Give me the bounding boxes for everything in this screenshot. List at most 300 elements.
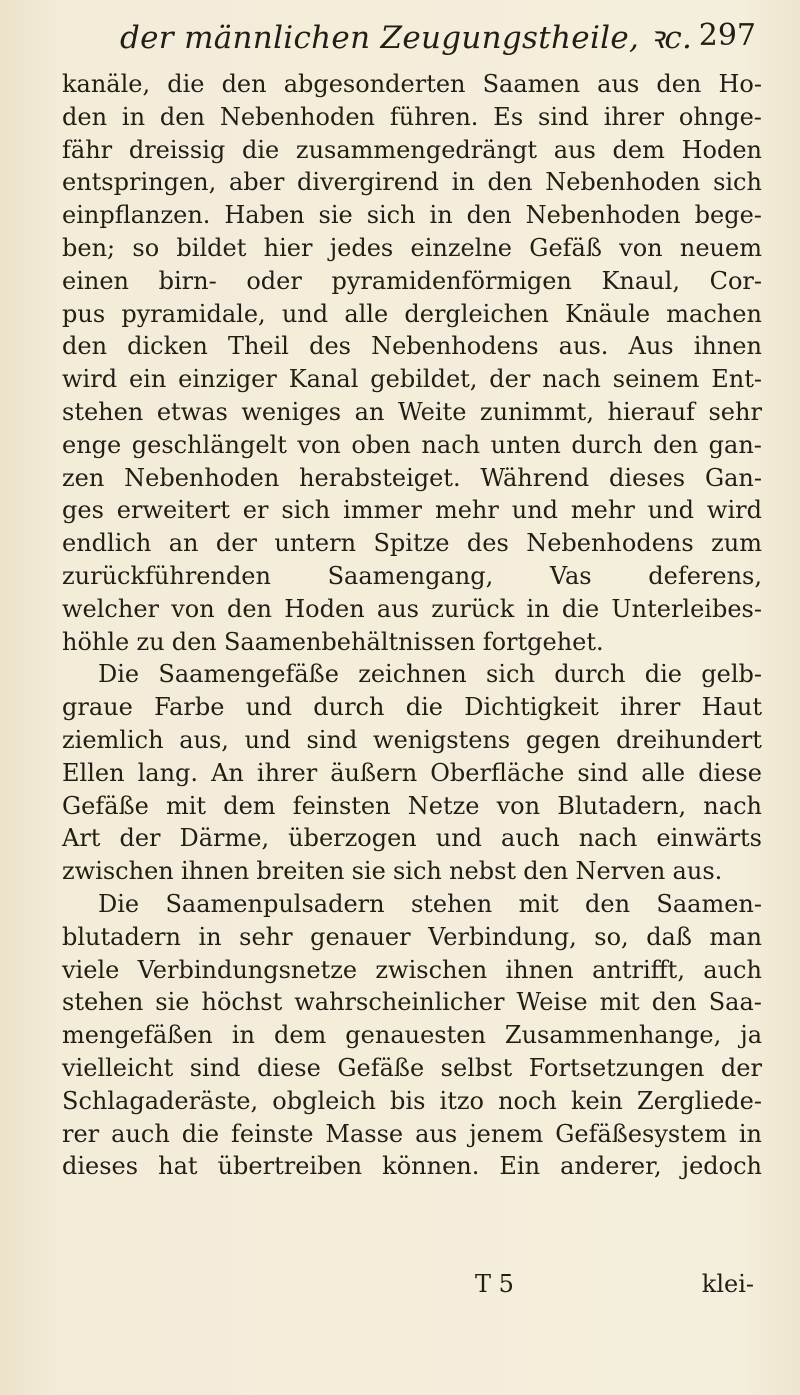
word: den: [466, 201, 512, 230]
word: und: [647, 496, 694, 525]
word: breiten: [256, 857, 345, 886]
word: jenem: [469, 1119, 544, 1148]
word: sich: [713, 168, 762, 197]
word: machen: [666, 299, 762, 328]
word: Cor-: [709, 266, 762, 295]
word: mehr: [570, 496, 635, 525]
word: unten: [490, 430, 561, 459]
word: ges: [62, 496, 104, 525]
word: divergirend: [297, 168, 439, 197]
text-line: [62, 1150, 762, 1183]
page-header: [0, 16, 800, 56]
word: der: [720, 1053, 762, 1082]
word: nebst: [449, 857, 517, 886]
word: Nebenhoden: [124, 463, 280, 492]
word: die: [561, 594, 600, 623]
word: des: [466, 529, 509, 558]
text-line: [62, 658, 762, 691]
text-line: [62, 626, 762, 659]
word: in: [121, 102, 146, 131]
word: ben;: [62, 233, 116, 262]
word: stehen: [410, 889, 493, 918]
word: aus.: [672, 857, 723, 886]
word: ihrer: [256, 758, 318, 787]
word: ihrer: [603, 102, 664, 131]
text-line: [62, 1052, 762, 1085]
word: aus: [597, 70, 640, 98]
word: dicken: [127, 332, 208, 361]
text-line: [62, 1085, 762, 1118]
word: pyramidenförmigen: [331, 266, 572, 295]
word: wird: [62, 365, 118, 394]
word: Gan-: [704, 463, 762, 492]
text-line: [62, 199, 762, 232]
word: seinem: [612, 365, 700, 394]
text-line: [62, 822, 762, 855]
text-line: [62, 1118, 762, 1151]
word: Därme,: [179, 824, 270, 853]
word: zwischen: [375, 955, 488, 984]
word: Vas: [549, 561, 592, 590]
word: sie: [351, 857, 386, 886]
word: enge: [62, 430, 122, 459]
word: endlich: [62, 529, 152, 558]
word: und: [435, 824, 483, 853]
word: mit: [165, 791, 207, 820]
word: Nebenhodens: [526, 529, 694, 558]
word: dergleichen: [404, 299, 549, 328]
word: zum: [711, 529, 762, 558]
word: den: [62, 332, 108, 361]
word: durch: [313, 693, 385, 722]
word: in: [429, 201, 453, 230]
word: erweitert: [116, 496, 230, 525]
word: den: [62, 102, 108, 131]
word: Verbindungsnetze: [137, 955, 358, 984]
word: sich: [366, 201, 416, 230]
word: können.: [382, 1152, 480, 1181]
word: feinsten: [292, 791, 391, 820]
text-line: [62, 1019, 762, 1052]
word: Fortsetzungen: [528, 1053, 705, 1082]
text-line: [62, 790, 762, 823]
word: einpflanzen.: [62, 201, 211, 230]
word: die: [181, 1119, 220, 1148]
word: ihrer: [620, 693, 681, 722]
word: von: [171, 594, 215, 623]
word: nach: [542, 365, 601, 394]
word: hier: [263, 233, 313, 262]
word: hierauf: [607, 397, 695, 426]
word: durch: [554, 660, 626, 689]
word: Haut: [701, 693, 762, 722]
text-line: [62, 298, 762, 331]
word: Nerven: [575, 857, 666, 886]
word: höhle: [62, 627, 130, 656]
word: Art: [62, 824, 101, 853]
word: ohnge-: [678, 102, 762, 131]
word: und: [511, 496, 559, 525]
word: einen: [62, 266, 129, 295]
word: pus: [62, 299, 106, 328]
word: an: [354, 397, 385, 426]
word: sich: [486, 660, 535, 689]
word: aus: [553, 135, 596, 164]
word: durch: [571, 430, 643, 459]
word: Farbe: [154, 693, 225, 722]
word: die: [644, 660, 682, 689]
word: etwas: [156, 397, 228, 426]
word: wahrscheinlicher: [294, 988, 505, 1017]
word: zwischen: [62, 857, 174, 886]
word: dreissig: [128, 135, 226, 164]
word: antrifft,: [592, 955, 685, 984]
word: selbst: [440, 1053, 513, 1082]
signature-mark: T 5: [475, 1270, 514, 1298]
word: pyramidale,: [121, 299, 266, 328]
word: und: [281, 299, 329, 328]
word: Saamen-: [656, 889, 762, 918]
word: fähr: [62, 135, 113, 164]
word: weniges: [241, 397, 342, 426]
word: Es: [493, 102, 524, 131]
word: überzogen: [288, 824, 417, 853]
word: viele: [62, 955, 120, 984]
word: bis: [390, 1086, 426, 1115]
word: Gefäße: [337, 1053, 425, 1082]
word: Gefäße: [62, 791, 149, 820]
word: Unterleibes-: [611, 594, 762, 623]
word: Ellen: [62, 758, 125, 787]
word: sehr: [239, 922, 293, 951]
word: mehr: [434, 496, 499, 525]
word: so: [132, 233, 160, 262]
word: Saamenbehältnissen: [223, 627, 476, 656]
body-text: [62, 68, 762, 1183]
word: deferens,: [648, 561, 762, 590]
page-number: 297: [698, 18, 756, 53]
word: gelb-: [701, 660, 762, 689]
word: Knaul,: [601, 266, 680, 295]
word: der: [215, 529, 257, 558]
word: mit: [518, 889, 559, 918]
text-line: [62, 921, 762, 954]
word: führen.: [389, 102, 479, 131]
word: noch: [498, 1086, 557, 1115]
word: Nebenhodens: [371, 332, 539, 361]
word: aus.: [558, 332, 609, 361]
word: wenigstens: [373, 725, 511, 754]
word: anderer,: [560, 1152, 662, 1181]
word: Aus: [628, 332, 674, 361]
word: jedoch: [681, 1152, 762, 1181]
word: oben: [351, 430, 411, 459]
word: alle: [344, 299, 389, 328]
word: übertreiben: [217, 1152, 363, 1181]
paragraph: [62, 658, 762, 888]
word: in: [526, 594, 550, 623]
text-line: [62, 232, 762, 265]
word: birn-: [158, 266, 217, 295]
word: kanäle,: [62, 70, 151, 98]
word: er: [242, 496, 269, 525]
word: Nebenhoden: [525, 201, 681, 230]
word: Ent-: [711, 365, 762, 394]
word: dem: [273, 1021, 327, 1050]
word: Die: [98, 660, 140, 689]
word: gebildet,: [370, 365, 478, 394]
word: zeichnen: [358, 660, 467, 689]
word: zen: [62, 463, 105, 492]
word: Saamenpulsadern: [165, 889, 385, 918]
word: in: [451, 168, 475, 197]
word: sich: [281, 496, 331, 525]
word: zusammengedrängt: [295, 135, 537, 164]
word: sind: [189, 1053, 241, 1082]
word: itzo: [439, 1086, 484, 1115]
word: mengefäßen: [62, 1021, 213, 1050]
word: abgesonderten: [283, 70, 466, 98]
word: Oberfläche: [430, 758, 565, 787]
word: äußern: [330, 758, 418, 787]
word: stehen: [62, 988, 144, 1017]
word: daß: [646, 922, 692, 951]
word: und: [245, 693, 292, 722]
word: Weite: [397, 397, 467, 426]
word: sind: [538, 102, 589, 131]
word: vielleicht: [62, 1053, 174, 1082]
word: herabsteiget.: [299, 463, 461, 492]
word: in: [198, 922, 222, 951]
word: Saamengang,: [327, 561, 494, 590]
word: Dichtigkeit: [464, 693, 599, 722]
word: von: [619, 233, 663, 262]
word: welcher: [62, 594, 159, 623]
word: den: [487, 168, 533, 197]
word: nach: [578, 824, 638, 853]
word: und: [244, 725, 291, 754]
text-line: [62, 396, 762, 429]
word: sich: [392, 857, 442, 886]
word: sie: [155, 988, 190, 1017]
word: der: [489, 365, 531, 394]
word: lang.: [137, 758, 199, 787]
word: ziemlich: [62, 725, 164, 754]
word: den: [226, 594, 272, 623]
word: Saamen: [482, 70, 581, 98]
word: gegen: [525, 725, 601, 754]
word: Gefäß: [529, 233, 602, 262]
word: dem: [223, 791, 276, 820]
word: Saa-: [708, 988, 762, 1017]
running-title: der männlichen Zeugungstheile, ꝛc.: [120, 20, 693, 56]
text-line: [62, 593, 762, 626]
word: einziger: [178, 365, 277, 394]
word: sehr: [708, 397, 762, 426]
catchword: klei-: [701, 1270, 754, 1298]
word: Haben: [224, 201, 305, 230]
text-line: [62, 855, 762, 888]
text-line: [62, 101, 762, 134]
text-line: [62, 494, 762, 527]
word: nach: [703, 791, 762, 820]
word: Nebenhoden: [545, 168, 701, 197]
word: Hoden: [284, 594, 365, 623]
word: auch: [501, 824, 560, 853]
text-line: [62, 527, 762, 560]
word: diese: [257, 1053, 321, 1082]
word: die: [167, 70, 205, 98]
text-line: [62, 265, 762, 298]
text-line: [62, 68, 762, 101]
word: Kanal: [288, 365, 359, 394]
word: ihnen: [693, 332, 762, 361]
word: diese: [698, 758, 762, 787]
word: graue: [62, 693, 133, 722]
word: Zergliede-: [637, 1086, 762, 1115]
text-line: [62, 560, 762, 593]
text-line: [62, 134, 762, 167]
word: kein: [571, 1086, 623, 1115]
word: sie: [318, 201, 353, 230]
word: stehen: [62, 397, 144, 426]
word: so,: [594, 922, 629, 951]
word: ja: [740, 1021, 762, 1050]
text-line: [62, 691, 762, 724]
word: Blutadern,: [557, 791, 687, 820]
word: zunimmt,: [479, 397, 594, 426]
word: bege-: [694, 201, 762, 230]
text-line: [62, 954, 762, 987]
word: in: [738, 1119, 762, 1148]
word: Nebenhoden: [219, 102, 375, 131]
text-line: [62, 724, 762, 757]
word: obgleich: [272, 1086, 376, 1115]
word: aus: [376, 594, 419, 623]
text-line: [62, 363, 762, 396]
word: An: [211, 758, 244, 787]
word: zu: [136, 627, 165, 656]
word: jedes: [329, 233, 394, 262]
word: wird: [706, 496, 762, 525]
word: fortgehet.: [482, 627, 604, 656]
word: nach: [421, 430, 481, 459]
word: den: [651, 988, 697, 1017]
word: untern: [274, 529, 357, 558]
word: Spitze: [373, 529, 450, 558]
word: an: [168, 529, 199, 558]
word: Verbindung,: [428, 922, 577, 951]
text-line: [62, 986, 762, 1019]
word: dem: [612, 135, 665, 164]
page-footer: [0, 1270, 800, 1306]
word: Saamengefäße: [158, 660, 339, 689]
word: aus,: [179, 725, 229, 754]
word: oder: [246, 266, 302, 295]
word: neuem: [679, 233, 762, 262]
word: auch: [703, 955, 762, 984]
word: Zusammenhange,: [504, 1021, 722, 1050]
paragraph: [62, 888, 762, 1183]
text-line: [62, 757, 762, 790]
word: blutadern: [62, 922, 181, 951]
word: höchst: [201, 988, 283, 1017]
word: Ho-: [718, 70, 762, 98]
word: der: [119, 824, 161, 853]
word: Netze: [407, 791, 480, 820]
word: Masse: [325, 1119, 404, 1148]
word: zurückführenden: [62, 561, 271, 590]
word: Weise: [516, 988, 588, 1017]
word: dieses: [62, 1152, 139, 1181]
word: den: [159, 102, 205, 131]
word: aber: [228, 168, 285, 197]
word: aus: [415, 1119, 458, 1148]
word: immer: [343, 496, 423, 525]
word: Schlagaderäste,: [62, 1086, 259, 1115]
text-line: [62, 429, 762, 462]
word: ihnen: [180, 857, 250, 886]
word: den: [656, 70, 702, 98]
text-line: [62, 462, 762, 495]
word: sind: [577, 758, 629, 787]
word: man: [709, 922, 762, 951]
word: mit: [599, 988, 640, 1017]
word: von: [496, 791, 541, 820]
word: rer: [62, 1119, 100, 1148]
word: genauer: [310, 922, 411, 951]
word: geschlängelt: [131, 430, 287, 459]
word: in: [231, 1021, 255, 1050]
word: Die: [98, 889, 140, 918]
word: die: [241, 135, 280, 164]
word: den: [585, 889, 631, 918]
word: Während: [480, 463, 590, 492]
word: bildet: [176, 233, 247, 262]
word: dieses: [609, 463, 686, 492]
word: Gefäßesystem: [555, 1119, 727, 1148]
word: den: [171, 627, 217, 656]
word: genauesten: [345, 1021, 486, 1050]
word: sind: [306, 725, 358, 754]
word: von: [297, 430, 341, 459]
word: Hoden: [681, 135, 762, 164]
text-line: [62, 166, 762, 199]
word: Theil: [227, 332, 289, 361]
word: feinste: [231, 1119, 314, 1148]
word: die: [405, 693, 443, 722]
word: Knäule: [565, 299, 651, 328]
text-line: [62, 330, 762, 363]
word: entspringen,: [62, 168, 217, 197]
word: hat: [158, 1152, 198, 1181]
word: den: [653, 430, 699, 459]
text-line: [62, 888, 762, 921]
word: einzelne: [410, 233, 513, 262]
word: den: [523, 857, 569, 886]
word: Ein: [499, 1152, 541, 1181]
word: dreihundert: [616, 725, 762, 754]
word: des: [309, 332, 351, 361]
word: gan-: [708, 430, 762, 459]
word: auch: [111, 1119, 170, 1148]
word: ihnen: [505, 955, 574, 984]
paragraph: [62, 68, 762, 658]
word: alle: [641, 758, 686, 787]
word: zurück: [431, 594, 515, 623]
word: den: [221, 70, 267, 98]
word: ein: [128, 365, 167, 394]
